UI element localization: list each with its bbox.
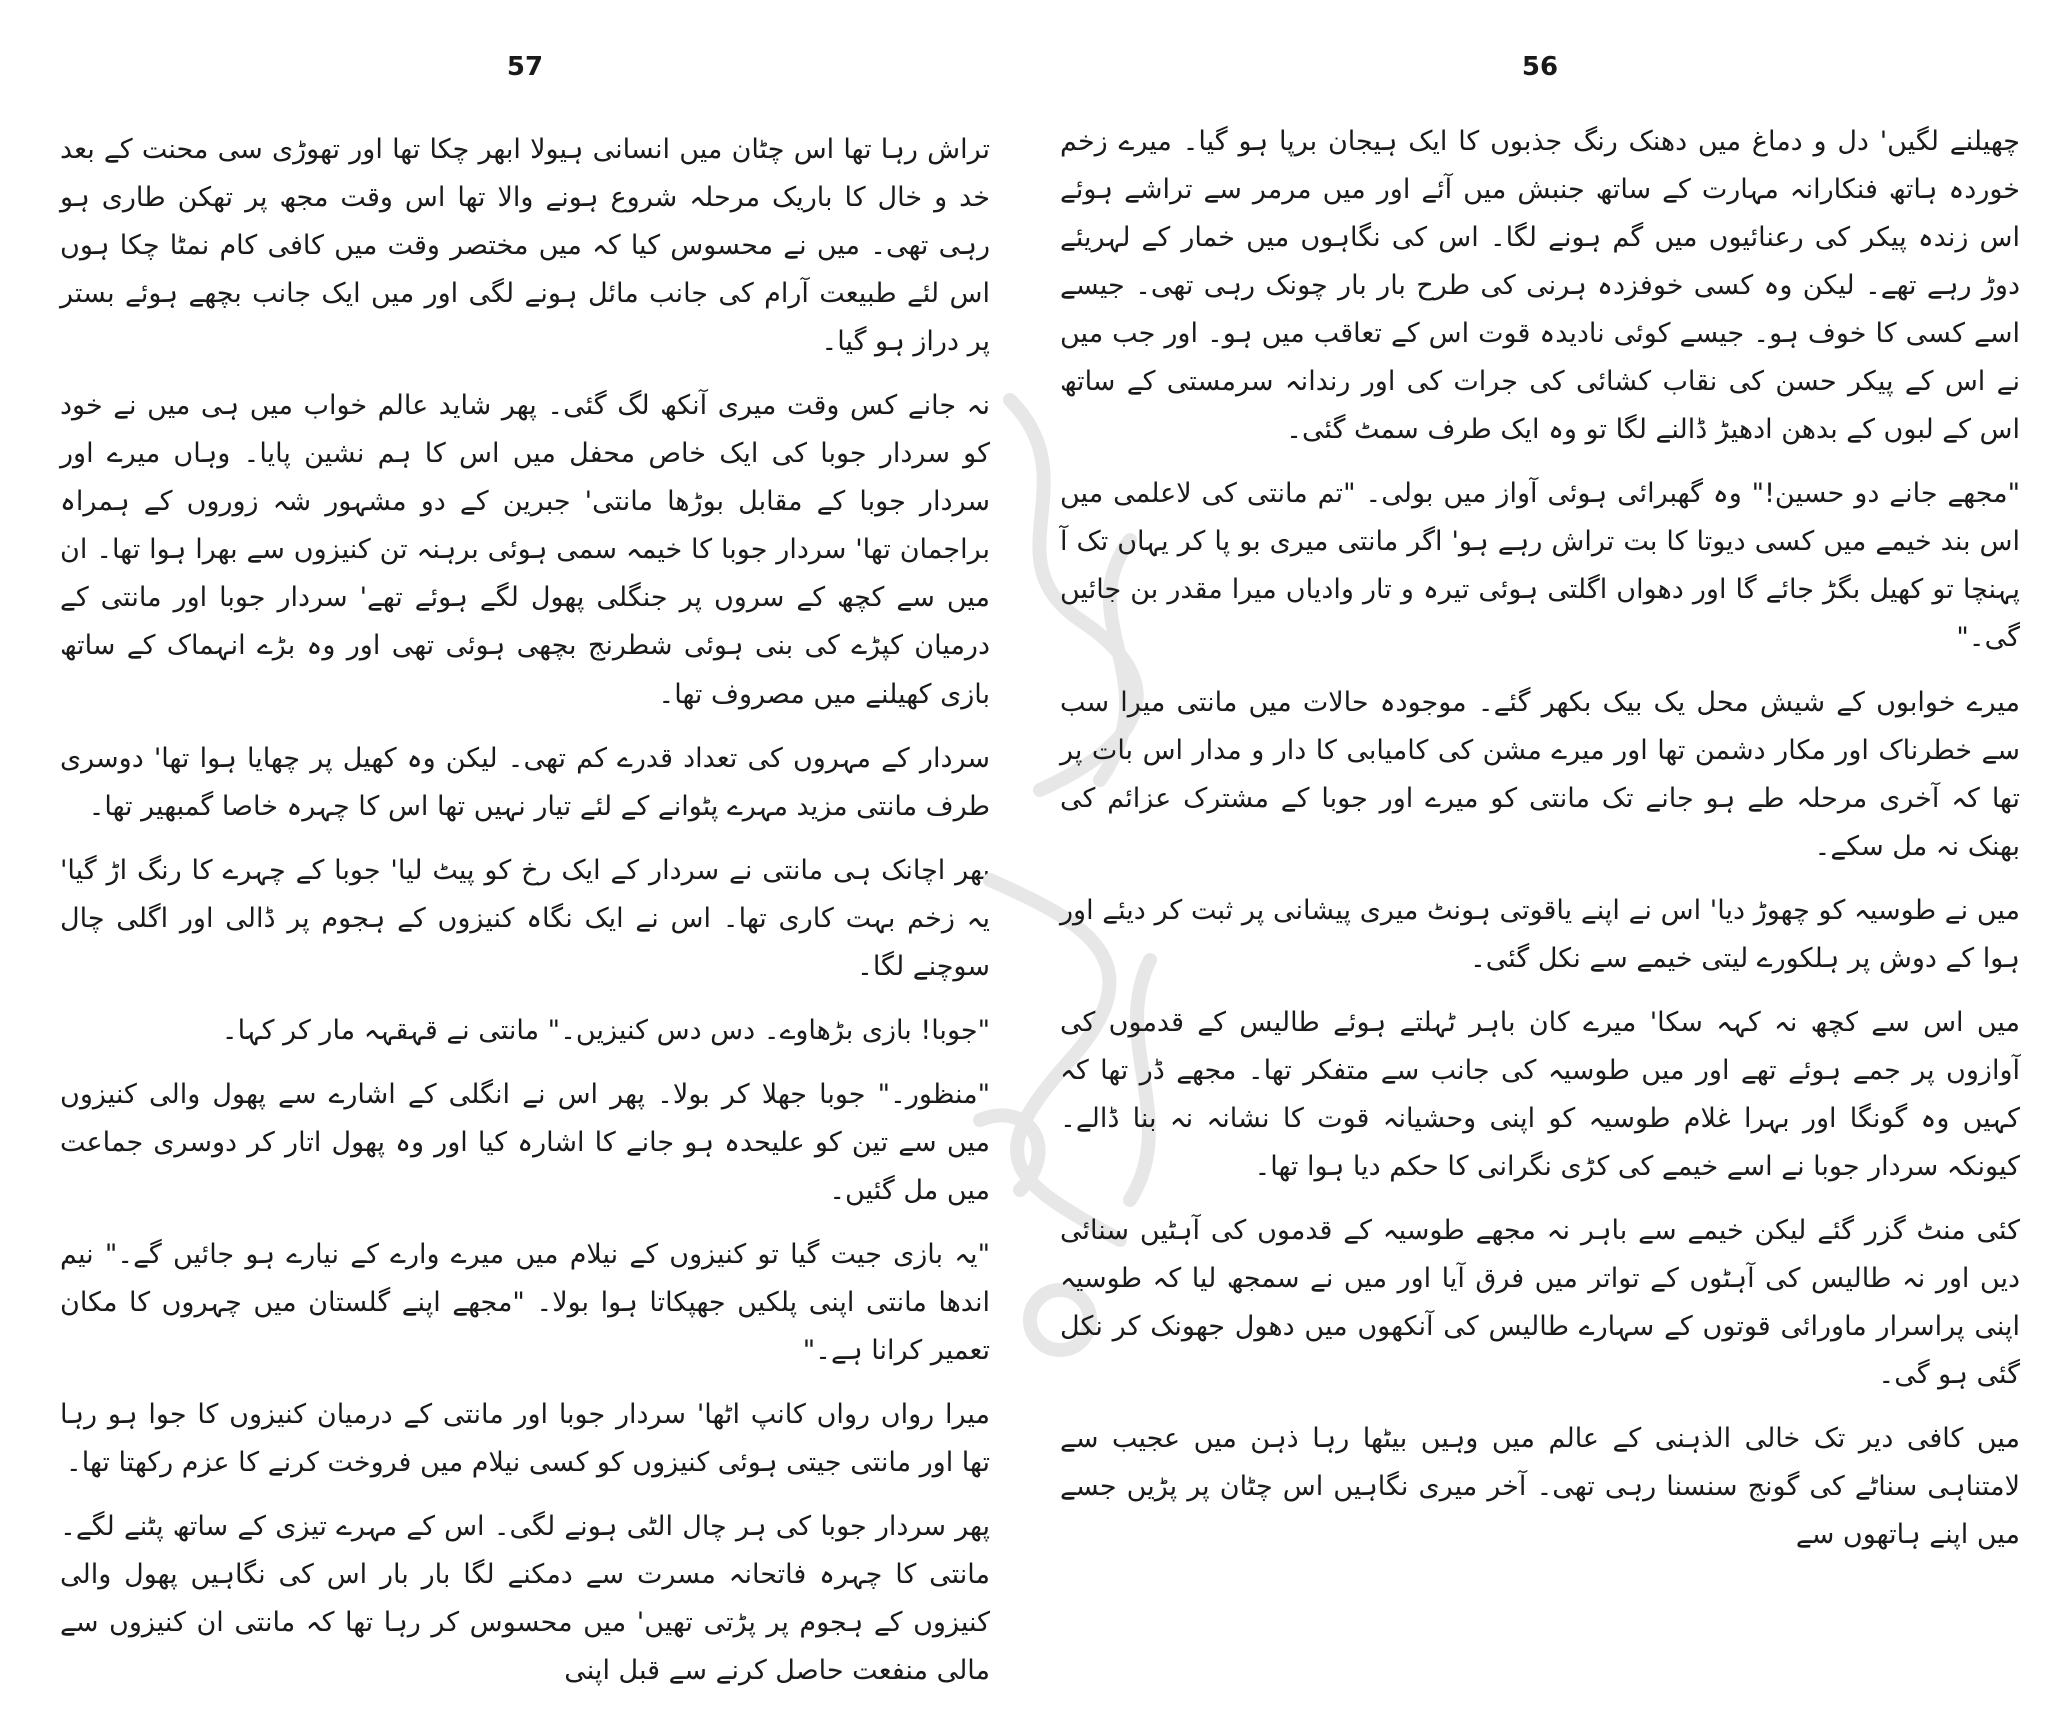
paragraph: "منظور۔" جوبا جھلا کر بولا۔ پھر اس نے انگلی کے اشارے سے پھول والی کنیزوں میں سے تین کو علیحدہ ہو جانے کا اشارہ کیا اور وہ پھول اتار کر دوسری جماعت میں مل گئیں۔ (60, 1078, 990, 1206)
paragraph: چھیلنے لگیں' دل و دماغ میں دھنک رنگ جذبوں کا ایک ہیجان برپا ہو گیا۔ میرے زخم خوردہ ہاتھ فنکارانہ مہارت کے ساتھ جنبش میں آئے اور میں مرمر سے تراشے ہوئے اس زندہ پیکر کی رعنائیوں میں گم ہونے لگا۔ اس کی نگاہوں میں خمار کے لہریئے دوڑ رہے تھے۔ لیکن وہ کسی خوفزدہ ہرنی کی طرح بار بار چونک رہی تھی۔ جیسے اسے کسی کا خوف ہو۔ جیسے کوئی نادیدہ قوت اس کے تعاقب میں ہو۔ اور جب میں نے اس کے پیکر حسن کی نقاب کشائی کی جرات کی اور رندانہ سرمستی کے ساتھ اس کے لبوں کے بدھن ادھیڑ ڈالنے لگا تو وہ ایک طرف سمٹ گئی۔ (1060, 126, 2020, 446)
right-page (1060, 0, 2020, 1711)
paragraph: "یہ بازی جیت گیا تو کنیزوں کے نیلام میں میرے وارے کے نیارے ہو جائیں گے۔" نیم اندھا مانتی اپنی پلکیں جھپکاتا ہوا بولا۔ "مجھے اپنے گلستان میں چہروں کا مکان تعمیر کرانا ہے۔" (60, 1238, 990, 1367)
paragraph: میں کافی دیر تک خالی الذہنی کے عالم میں وہیں بیٹھا رہا ذہن میں عجیب سے لامتناہی سناٹے کی گونج سنسنا رہی تھی۔ آخر میری نگاہیں اس چٹان پر پڑیں جسے میں اپنے ہاتھوں سے (1060, 1423, 2020, 1551)
paragraph: پھر سردار جوبا کی ہر چال الٹی ہونے لگی۔ اس کے مہرے تیزی کے ساتھ پٹنے لگے۔ مانتی کا چہرہ فاتحانہ مسرت سے دمکنے لگا بار بار اس کی نگاہیں پھول والی کنیزوں کے ہجوم پر پڑتی تھیں' میں محسوس کر رہا تھا کہ مانتی ان کنیزوں سے مالی منفعت حاصل کرنے سے قبل اپنی (60, 1511, 990, 1687)
paragraph: "مجھے جانے دو حسین!" وہ گھبرائی ہوئی آواز میں بولی۔ "تم مانتی کی لاعلمی میں اس بند خیمے میں کسی دیوتا کا بت تراش رہے ہو' اگر مانتی میری بو پا کر یہاں تک آ پہنچا تو کھیل بگڑ جائے گا اور دھواں اگلتی ہوئی تیرہ و تار وادیاں میرا مقدر بن جائیں گی۔" (1060, 478, 2020, 654)
paragraph: نہ جانے کس وقت میری آنکھ لگ گئی۔ پھر شاید عالم خواب میں ہی میں نے خود کو سردار جوبا کی ایک خاص محفل میں اس کا ہم نشین پایا۔ وہاں میرے اور سردار جوبا کے مقابل بوڑھا مانتی' جبرین کے دو مشہور شہ زوروں کے ہمراہ براجمان تھا' سردار جوبا کا خیمہ سمی ہوئی برہنہ تن کنیزوں سے بھرا ہوا تھا۔ ان میں سے کچھ کے سروں پر جنگلی پھول لگے ہوئے تھے' سردار جوبا اور مانتی کے درمیان کپڑے کی بنی ہوئی شطرنج بچھی ہوئی تھی اور وہ بڑے انہماک کے ساتھ بازی کھیلنے میں مصروف تھا۔ (60, 390, 990, 710)
left-page (60, 0, 990, 1711)
paragraph: میرے خوابوں کے شیش محل یک بیک بکھر گئے۔ موجودہ حالات میں مانتی میرا سب سے خطرناک اور مکار دشمن تھا اور میرے مشن کی کامیابی کا دار و مدار اس بات پر تھا کہ آخری مرحلہ طے ہو جانے تک مانتی کو میرے اور جوبا کے مشترک عزائم کی بھنک نہ مل سکے۔ (1060, 686, 2020, 862)
paragraph: تراش رہا تھا اس چٹان میں انسانی ہیولا ابھر چکا تھا اور تھوڑی سی محنت کے بعد خد و خال کا باریک مرحلہ شروع ہونے والا تھا اس وقت مجھ پر تھکن طاری ہو رہی تھی۔ میں نے محسوس کیا کہ میں مختصر وقت میں کافی کام نمٹا چکا ہوں اس لئے طبیعت آرام کی جانب مائل ہونے لگی اور میں ایک جانب بچھے ہوئے بستر پر دراز ہو گیا۔ (60, 134, 990, 358)
page-number-right: 56 (1521, 52, 1559, 82)
paragraph: سردار کے مہروں کی تعداد قدرے کم تھی۔ لیکن وہ کھیل پر چھایا ہوا تھا' دوسری طرف مانتی مزید مہرے پٹوانے کے لئے تیار نہیں تھا اس کا چہرہ خاصا گمبھیر تھا۔ (60, 742, 990, 822)
paragraph: میں اس سے کچھ نہ کہہ سکا' میرے کان باہر ٹہلتے ہوئے طالیس کے قدموں کی آوازوں پر جمے ہوئے تھے اور میں طوسیہ کی جانب سے متفکر تھا۔ مجھے ڈر تھا کہ کہیں وہ گونگا اور بہرا غلام طوسیہ کو اپنی وحشیانہ قوت کا نشانہ نہ بنا ڈالے۔ کیونکہ سردار جوبا نے اسے خیمے کی کڑی نگرانی کا حکم دیا ہوا تھا۔ (1060, 1006, 2020, 1182)
paragraph: "جوبا! بازی بڑھاوے۔ دس دس کنیزیں۔" مانتی نے قہقہہ مار کر کہا۔ (221, 1014, 990, 1046)
page-number-left: 57 (506, 52, 544, 82)
right-page-text (1060, 118, 2020, 1575)
paragraph: کئی منٹ گزر گئے لیکن خیمے سے باہر نہ مجھے طوسیہ کے قدموں کی آہٹیں سنائی دیں اور نہ طالیس کی آہٹوں کے تواتر میں فرق آیا اور میں نے سمجھ لیا کہ طوسیہ اپنی پراسرار ماورائی قوتوں کے سہارے طالیس کی آنکھوں میں دھول جھونک کر نکل گئی ہو گی۔ (1060, 1214, 2020, 1391)
paragraph: میرا رواں رواں کانپ اٹھا' سردار جوبا اور مانتی کے درمیان کنیزوں کا جوا ہو رہا تھا اور مانتی جیتی ہوئی کنیزوں کو کسی نیلام میں فروخت کرنے کا عزم رکھتا تھا۔ (60, 1399, 990, 1479)
paragraph: پھر اچانک ہی مانتی نے سردار کے ایک رخ کو پیٹ لیا' جوبا کے چہرے کا رنگ اڑ گیا' یہ زخم بہت کاری تھا۔ اس نے ایک نگاہ کنیزوں کے ہجوم پر ڈالی اور اگلی چال سوچنے لگا۔ (60, 854, 990, 982)
paragraph: میں نے طوسیہ کو چھوڑ دیا' اس نے اپنے یاقوتی ہونٹ میری پیشانی پر ثبت کر دیئے اور ہوا کے دوش پر ہلکورے لیتی خیمے سے نکل گئی۔ (1060, 894, 2020, 974)
left-page-text (60, 126, 990, 1711)
